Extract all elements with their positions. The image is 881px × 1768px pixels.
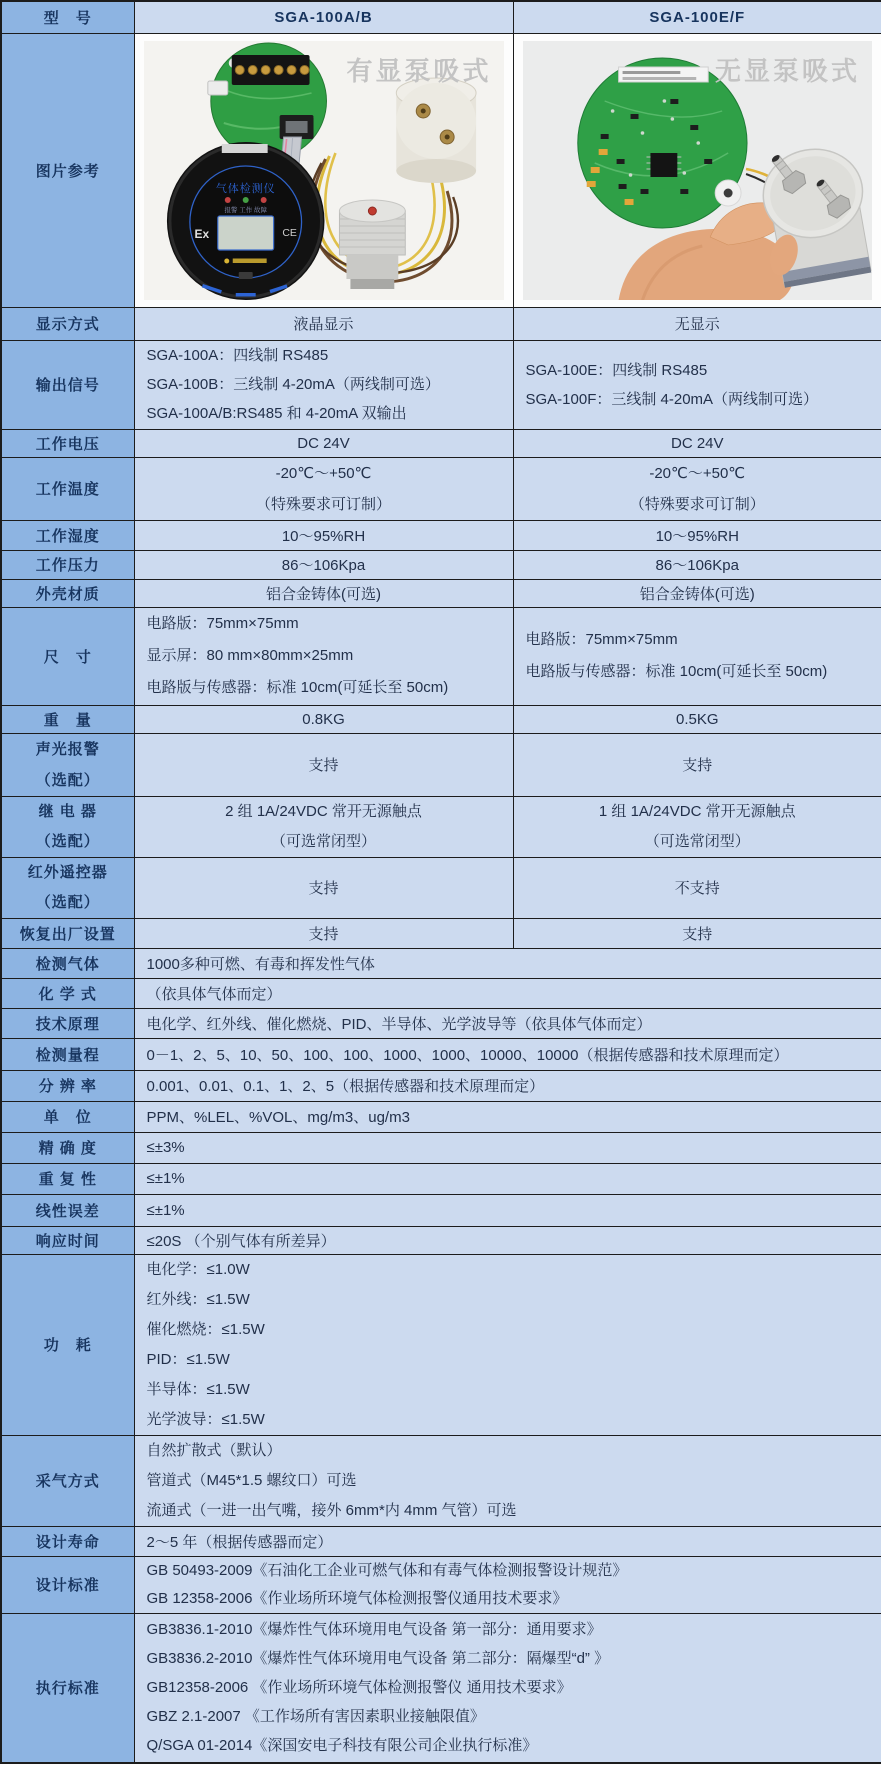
row-label-alarm <box>1 733 134 796</box>
voltage-value-ab: DC 24V <box>134 429 513 457</box>
factory-reset-value-ab: 支持 <box>134 918 513 948</box>
repeatability-value: ≤±1% <box>134 1163 881 1194</box>
pcb-icon <box>577 58 746 228</box>
alarm-value-ef: 支持 <box>513 733 881 796</box>
power-line4: PID：≤1.5W <box>146 1350 230 1368</box>
dimensions-ef-line1: 电路版：75mm×75mm <box>525 631 678 648</box>
housing-value-ab: 铝合金铸体(可选) <box>134 579 513 607</box>
resolution-value: 0.001、0.01、0.1、1、2、5（根据传感器和技术原理而定） <box>134 1070 881 1101</box>
remote-value-ef: 不支持 <box>513 857 881 918</box>
row-label-gases: 检测气体 <box>1 948 134 978</box>
factory-reset-value-ef: 支持 <box>513 918 881 948</box>
housing-value-ef: 铝合金铸体(可选) <box>513 579 881 607</box>
sampling-line1: 自然扩散式（默认） <box>146 1441 282 1459</box>
pressure-value-ef: 86～106Kpa <box>513 550 881 579</box>
temperature-ef-line1: -20℃～+50℃ <box>649 464 746 482</box>
relay-label-line1: 继 电 器 <box>38 802 97 820</box>
exec-std-line3: GB12358-2006 《作业场所环境气体检测报警仪 通用技术要求》 <box>146 1679 572 1697</box>
response-value: ≤20S （个别气体有所差异） <box>134 1226 881 1254</box>
weight-value-ef: 0.5KG <box>513 705 881 733</box>
row-label-linearity: 线性误差 <box>1 1194 134 1226</box>
relay-label-line2: （选配） <box>35 832 100 850</box>
power-line1: 电化学：≤1.0W <box>146 1260 250 1278</box>
exec-std-line5: Q/SGA 01-2014《深国安电子科技有限公司企业执行标准》 <box>146 1737 538 1755</box>
output-value-ef <box>513 340 881 429</box>
row-label-range: 检测量程 <box>1 1038 134 1070</box>
row-label-accuracy: 精 确 度 <box>1 1132 134 1163</box>
exec-std-value <box>134 1613 881 1763</box>
power-value <box>134 1254 881 1435</box>
sampling-value <box>134 1435 881 1526</box>
product-photo-ab <box>144 41 504 300</box>
row-label-remote <box>1 857 134 918</box>
relay-ef-line1: 1 组 1A/24VDC 常开无源触点 <box>598 802 796 820</box>
output-ef-line1: SGA-100E：四线制 RS485 <box>525 361 708 379</box>
temperature-ab-line1: -20℃～+50℃ <box>275 464 372 482</box>
row-label-pressure: 工作压力 <box>1 550 134 579</box>
relay-ef-line2: （可选常闭型） <box>644 832 750 850</box>
product-photo-ef <box>523 41 873 300</box>
accuracy-value: ≤±3% <box>134 1132 881 1163</box>
row-label-relay <box>1 796 134 857</box>
row-label-design-std: 设计标准 <box>1 1556 134 1613</box>
row-label-formula: 化 学 式 <box>1 978 134 1008</box>
row-label-humidity: 工作湿度 <box>1 520 134 550</box>
temperature-value-ab <box>134 457 513 520</box>
linearity-value: ≤±1% <box>134 1194 881 1226</box>
remote-label-line1: 红外遥控器 <box>27 863 108 881</box>
formula-value: （依具体气体而定） <box>134 978 881 1008</box>
remote-label-line2: （选配） <box>35 893 100 911</box>
row-label-exec-std: 执行标准 <box>1 1613 134 1763</box>
watermark-text-ef: 无显泵吸式 <box>714 55 860 86</box>
power-line2: 红外线：≤1.5W <box>146 1290 250 1308</box>
row-label-factory-reset: 恢复出厂设置 <box>1 918 134 948</box>
output-value-ab <box>134 340 513 429</box>
temperature-ef-line2: （特殊要求可订制） <box>629 495 765 513</box>
row-label-principle: 技术原理 <box>1 1008 134 1038</box>
output-ef-line2: SGA-100F：三线制 4-20mA（两线制可选） <box>525 390 819 408</box>
weight-value-ab: 0.8KG <box>134 705 513 733</box>
row-label-power: 功 耗 <box>1 1254 134 1435</box>
dimensions-value-ab <box>134 607 513 705</box>
dimensions-ef-line2: 电路版与传感器：标准 10cm(可延长至 50cm) <box>525 663 828 680</box>
output-ab-line3: SGA-100A/B:RS485 和 4-20mA 双输出 <box>146 405 407 422</box>
temperature-value-ef <box>513 457 881 520</box>
sampling-line3: 流通式（一进一出气嘴，接外 6mm*内 4mm 气管）可选 <box>146 1501 517 1519</box>
alarm-label-line1: 声光报警 <box>35 740 100 758</box>
output-ab-line1: SGA-100A：四线制 RS485 <box>146 347 329 364</box>
units-value: PPM、%LEL、%VOL、mg/m3、ug/m3 <box>134 1101 881 1132</box>
pump-cylinder-icon <box>396 78 476 183</box>
lifespan-value: 2～5 年（根据传感器而定） <box>134 1526 881 1556</box>
power-line5: 半导体：≤1.5W <box>146 1380 250 1398</box>
design-std-value <box>134 1556 881 1613</box>
sensor-cylinder-icon <box>339 200 405 289</box>
exec-std-line1: GB3836.1-2010《爆炸性气体环境用电气设备 第一部分：通用要求》 <box>146 1621 602 1639</box>
photo-cell-ef <box>513 33 881 307</box>
relay-value-ab <box>134 796 513 857</box>
column-header-sga100ab: SGA-100A/B <box>134 1 513 33</box>
alarm-value-ab: 支持 <box>134 733 513 796</box>
display-value-ef: 无显示 <box>513 307 881 340</box>
model-header-label: 型 号 <box>1 1 134 33</box>
row-label-display: 显示方式 <box>1 307 134 340</box>
dimensions-ab-line2: 显示屏：80 mm×80mm×25mm <box>146 647 354 664</box>
output-ab-line2: SGA-100B：三线制 4-20mA（两线制可选） <box>146 376 440 393</box>
exec-std-line2: GB3836.2-2010《爆炸性气体环境用电气设备 第二部分：隔爆型“d” 》 <box>146 1650 610 1668</box>
dimensions-value-ef <box>513 607 881 705</box>
voltage-value-ef: DC 24V <box>513 429 881 457</box>
power-line6: 光学波导：≤1.5W <box>146 1410 265 1428</box>
humidity-value-ef: 10～95%RH <box>513 520 881 550</box>
dimensions-ab-line1: 电路版：75mm×75mm <box>146 615 299 632</box>
relay-ab-line1: 2 组 1A/24VDC 常开无源触点 <box>225 802 422 820</box>
row-label-response: 响应时间 <box>1 1226 134 1254</box>
design-std-line1: GB 50493-2009《石油化工企业可燃气体和有毒气体检测报警设计规范》 <box>146 1562 628 1579</box>
watermark-text-ab: 有显泵吸式 <box>346 55 492 86</box>
range-value: 0－1、2、5、10、50、100、100、1000、1000、10000、10000（根据传感器和技术原理而定） <box>134 1038 881 1070</box>
power-line3: 催化燃烧：≤1.5W <box>146 1320 265 1338</box>
header-row <box>1 1 881 33</box>
row-label-sampling: 采气方式 <box>1 1435 134 1526</box>
row-label-photo: 图片参考 <box>1 33 134 307</box>
svg-text:CE: CE <box>281 227 297 239</box>
row-label-units: 单 位 <box>1 1101 134 1132</box>
photo-cell-ab <box>134 33 513 307</box>
gases-value: 1000多种可燃、有毒和挥发性气体 <box>134 948 881 978</box>
svg-text:报警 工作 故障: 报警 工作 故障 <box>223 206 267 214</box>
row-label-repeatability: 重 复 性 <box>1 1163 134 1194</box>
row-label-resolution: 分 辨 率 <box>1 1070 134 1101</box>
exec-std-line4: GBZ 2.1-2007 《工作场所有害因素职业接触限值》 <box>146 1708 485 1726</box>
gas-detector-icon <box>166 142 324 300</box>
column-header-sga100ef: SGA-100E/F <box>513 1 881 33</box>
humidity-value-ab: 10～95%RH <box>134 520 513 550</box>
sampling-line2: 管道式（M45*1.5 螺纹口）可选 <box>146 1471 357 1489</box>
relay-value-ef <box>513 796 881 857</box>
row-label-weight: 重 量 <box>1 705 134 733</box>
remote-value-ab: 支持 <box>134 857 513 918</box>
dimensions-ab-line3: 电路版与传感器：标准 10cm(可延长至 50cm) <box>146 679 449 696</box>
row-label-dimensions: 尺 寸 <box>1 607 134 705</box>
svg-text:Ex: Ex <box>194 226 209 241</box>
principle-value: 电化学、红外线、催化燃烧、PID、半导体、光学波导等（依具体气体而定） <box>134 1008 881 1038</box>
alarm-label-line2: （选配） <box>35 771 100 789</box>
row-label-housing: 外壳材质 <box>1 579 134 607</box>
temperature-ab-line2: （特殊要求可订制） <box>255 495 391 513</box>
row-label-voltage: 工作电压 <box>1 429 134 457</box>
row-label-temperature: 工作温度 <box>1 457 134 520</box>
relay-ab-line2: （可选常闭型） <box>270 832 376 850</box>
row-label-lifespan: 设计寿命 <box>1 1526 134 1556</box>
row-label-output: 输出信号 <box>1 340 134 429</box>
design-std-line2: GB 12358-2006《作业场所环境气体检测报警仪通用技术要求》 <box>146 1589 568 1607</box>
photo-row <box>1 33 881 307</box>
pressure-value-ab: 86～106Kpa <box>134 550 513 579</box>
display-value-ab: 液晶显示 <box>134 307 513 340</box>
svg-text:气体检测仪: 气体检测仪 <box>215 182 276 195</box>
